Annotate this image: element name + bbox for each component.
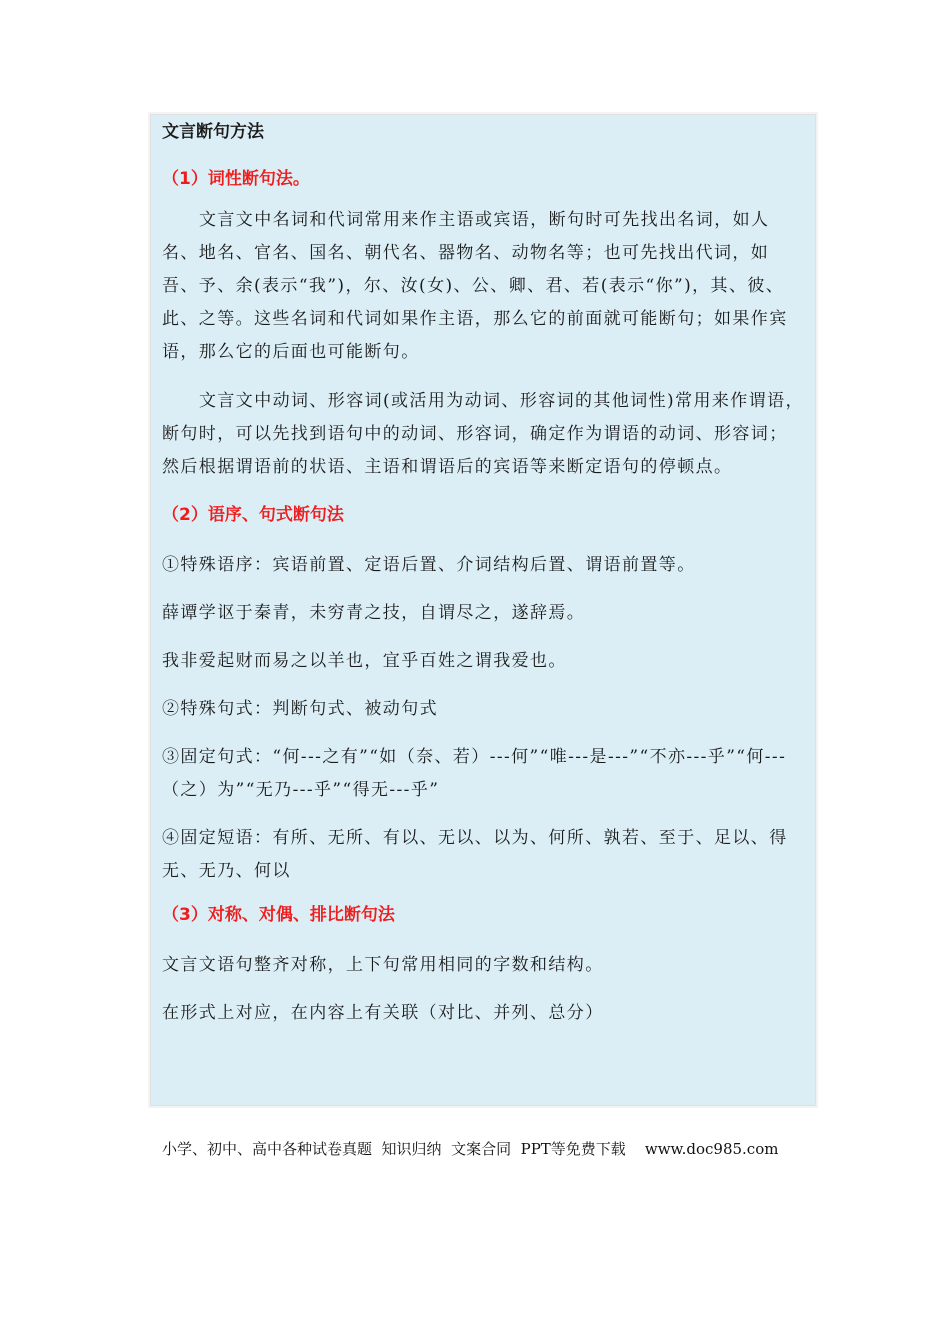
section-1-paragraph-1: 文言文中名词和代词常用来作主语或宾语，断句时可先找出名词，如人名、地名、官名、国名、朝代名、器物名、动物名等；也可先找出代词，如吾、予、余(表示“我”)，尔、汝(女)、公、卿、君、若(表示“你”)，其、彼、此、之等。这些名词和代词如果作主语，那么它的前面就可能断句；如果作宾语，那么它的后面也可能断句。 — [162, 210, 788, 362]
section-2-paragraph-1: ①特殊语序：宾语前置、定语后置、介词结构后置、谓语前置等。 — [162, 555, 696, 575]
section-3-paragraph-2: 在形式上对应，在内容上有关联（对比、并列、总分） — [162, 1003, 604, 1023]
section-2-paragraph-5: ③固定句式：“何---之有”“如（奈、若）---何”“唯---是---”“不亦---乎”“何---（之）为”“无乃---乎”“得无---乎” — [162, 747, 787, 800]
section-3-paragraph-1: 文言文语句整齐对称，上下句常用相同的字数和结构。 — [162, 955, 604, 975]
section-2-paragraph-3: 我非爱起财而易之以羊也，宜乎百姓之谓我爱也。 — [162, 651, 567, 671]
section-heading-2: （2）语序、句式断句法 — [162, 505, 344, 525]
section-2-paragraph-4: ②特殊句式：判断句式、被动句式 — [162, 699, 438, 719]
section-2-paragraph-6: ④固定短语：有所、无所、有以、无以、以为、何所、孰若、至于、足以、得无、无乃、何以 — [162, 828, 788, 881]
section-heading-3: （3）对称、对偶、排比断句法 — [162, 905, 395, 925]
section-heading-1: （1）词性断句法。 — [162, 169, 310, 189]
section-1-paragraph-2: 文言文中动词、形容词(或活用为动词、形容词的其他词性)常用来作谓语，断句时，可以先找到语句中的动词、形容词，确定作为谓语的动词、形容词；然后根据谓语前的状语、主语和谓语后的宾语等来断定语句的停顿点。 — [162, 391, 804, 477]
footer-text: 小学、初中、高中各种试卷真题 知识归纳 文案合同 PPT等免费下载 www.doc985.com — [162, 1140, 779, 1158]
document-title: 文言断句方法 — [162, 122, 264, 142]
content-box — [150, 114, 816, 1106]
section-2-paragraph-2: 薛谭学讴于秦青，未穷青之技，自谓尽之，遂辞焉。 — [162, 603, 586, 623]
